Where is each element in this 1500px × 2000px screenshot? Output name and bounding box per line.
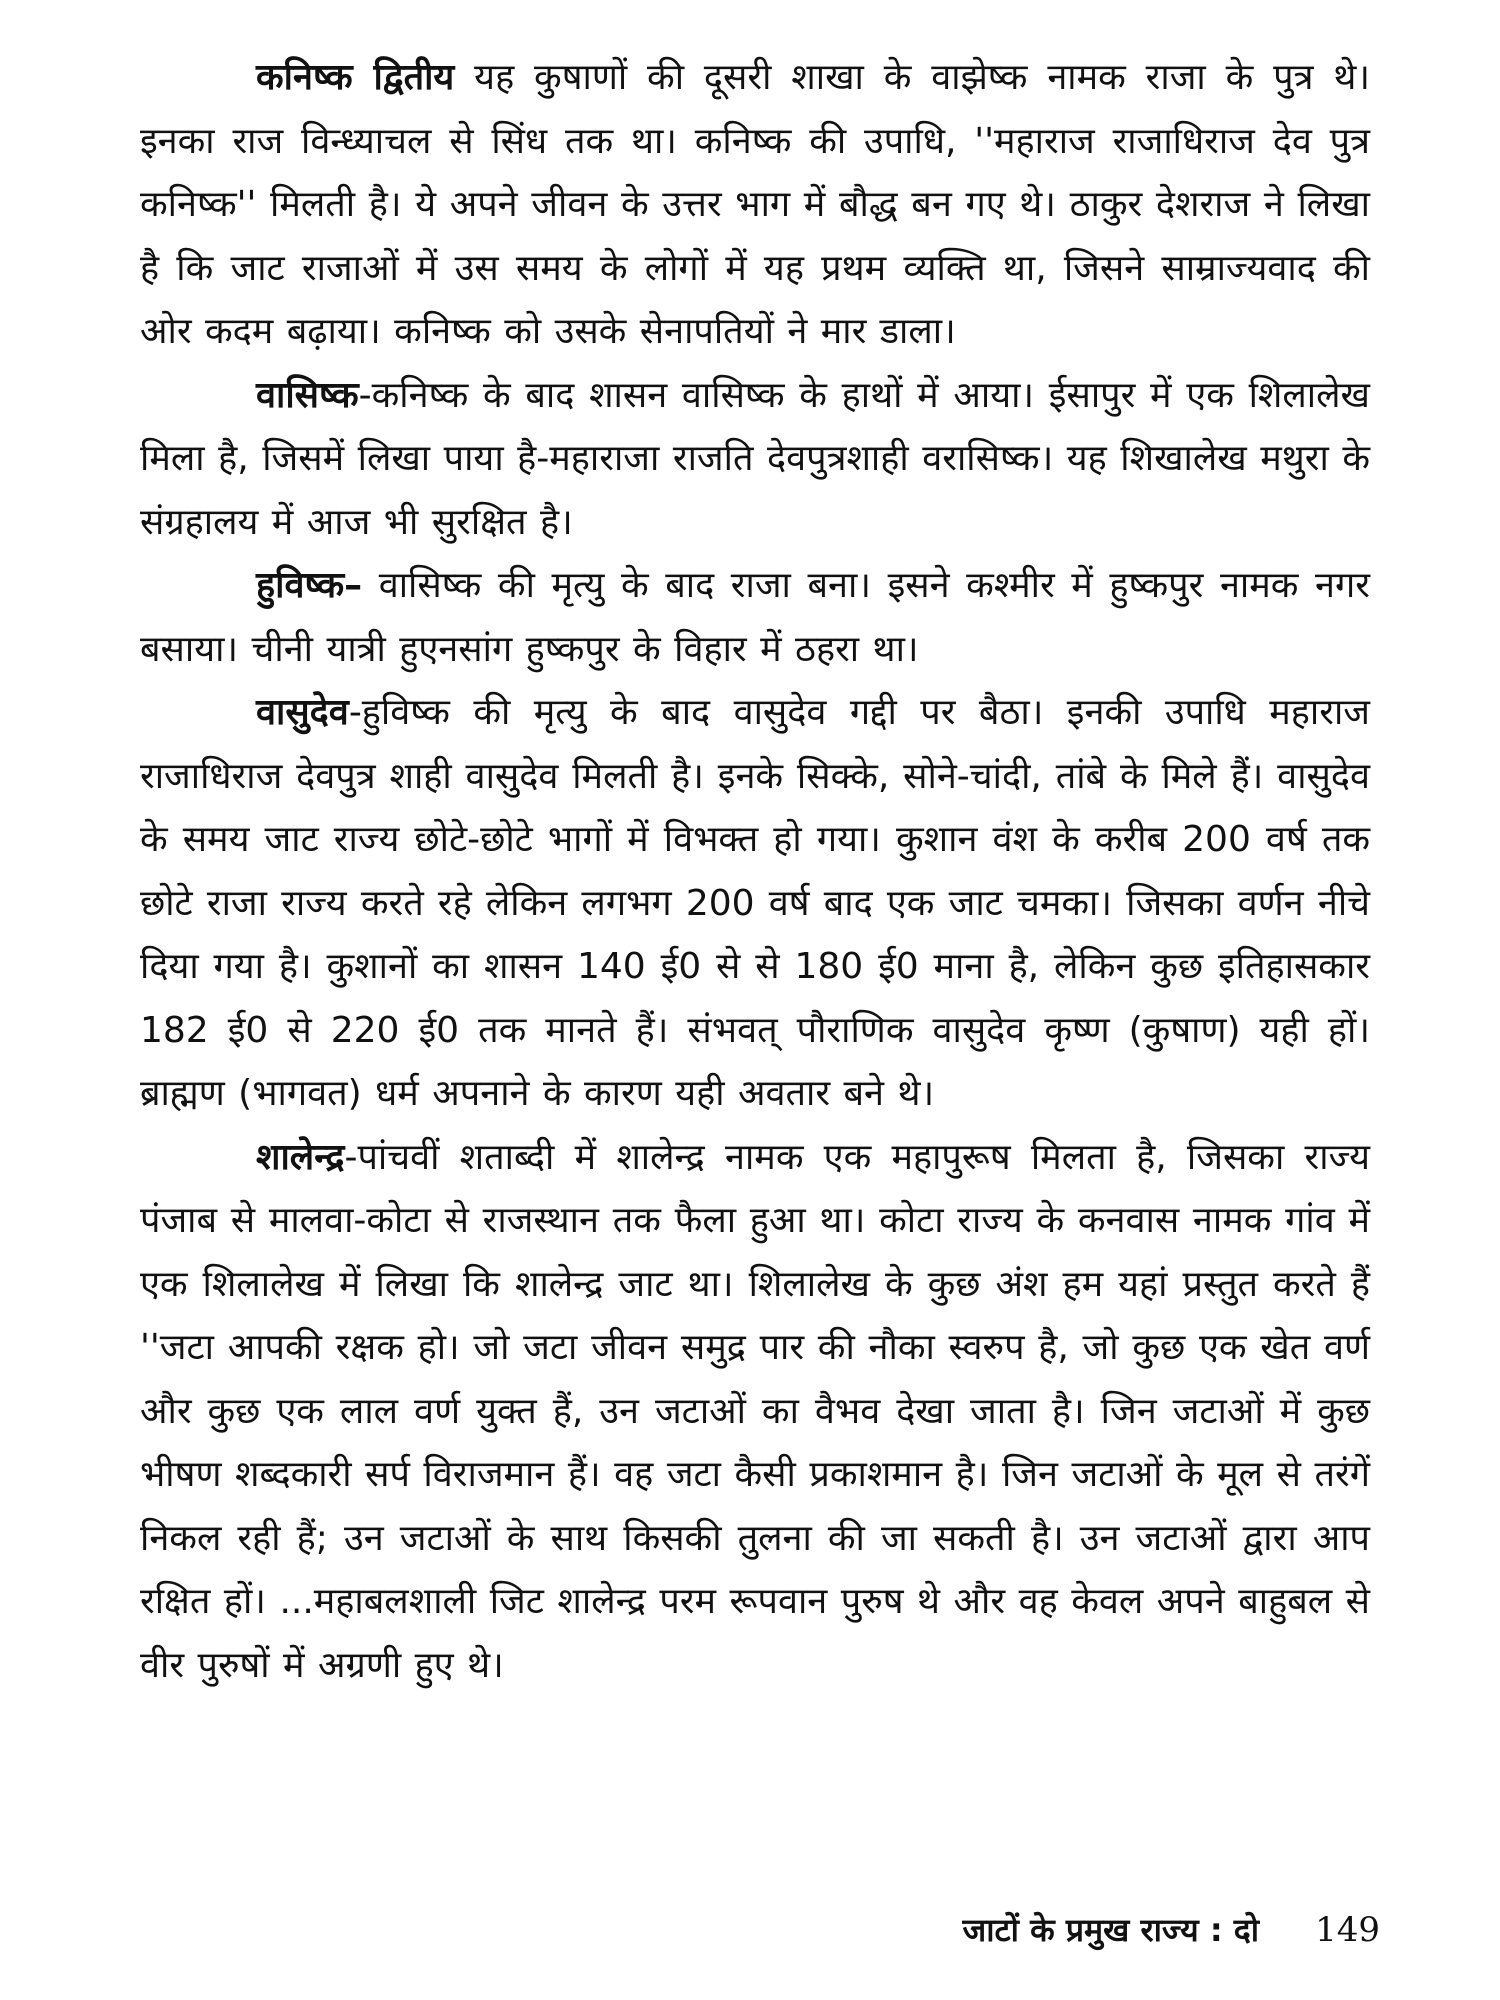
page-footer <box>963 1906 1380 1954</box>
paragraph-heading: वासुदेव <box>256 692 349 733</box>
paragraph-vasishka <box>140 364 1370 555</box>
paragraph-text: यह कुषाणों की दूसरी शाखा के वाझेष्क नामक राजा के पुत्र थे। इनका राज विन्ध्याचल से सिंध तक था। कनिष्क की उपाधि, ''महाराज राजाधिराज देव पुत्र कनिष्क'' मिलती है। ये अपने जीवन के उत्तर भाग में बौद्ध बन गए थे। ठाकुर देशराज ने लिखा है कि जाट राजाओं में उस समय के लोगों में यह प्रथम व्यक्ति था, जिसने साम्राज्यवाद की ओर कदम बढ़ाया। कनिष्क को उसके सेनापतियों ने मार डाला। <box>140 57 1370 352</box>
paragraph-text: -कनिष्क के बाद शासन वासिष्क के हाथों में आया। ईसापुर में एक शिलालेख मिला है, जिसमें लिखा पाया है-महाराजा राजति देवपुत्रशाही वरासिष्क। यह शिखालेख मथुरा के संग्रहालय में आज भी सुरक्षित है। <box>140 374 1370 543</box>
paragraph-text: -हुविष्क की मृत्यु के बाद वासुदेव गद्दी पर बैठा। इनकी उपाधि महाराज राजाधिराज देवपुत्र शाही वासुदेव मिलती है। इनके सिक्के, सोने-चांदी, तांबे के मिले हैं। वासुदेव के समय जाट राज्य छोटे-छोटे भागों में विभक्त हो गया। कुशान वंश के करीब 200 वर्ष तक छोटे राजा राज्य करते रहे लेकिन लगभग 200 वर्ष बाद एक जाट चमका। जिसका वर्णन नीचे दिया गया है। कुशानों का शासन 140 ई0 से से 180 ई0 माना है, लेकिन कुछ इतिहासकार 182 ई0 से 220 ई0 तक मानते हैं। संभवत् पौराणिक वासुदेव कृष्ण (कुषाण) यही हों। ब्राह्मण (भागवत) धर्म अपनाने के कारण यही अवतार बने थे। <box>140 692 1370 1114</box>
paragraph-vasudeva <box>140 681 1370 1126</box>
paragraph-huvishka <box>140 554 1370 681</box>
paragraph-text: वासिष्क की मृत्यु के बाद राजा बना। इसने कश्मीर में हुष्कपुर नामक नगर बसाया। चीनी यात्री हुएनसांग हुष्कपुर के विहार में ठहरा था। <box>140 565 1370 670</box>
page-body <box>140 46 1370 1697</box>
paragraph-heading: शालेन्द्र <box>256 1136 345 1178</box>
paragraph-heading: हुविष्क– <box>256 565 363 606</box>
page-number: 149 <box>1315 1910 1380 1950</box>
paragraph-heading: वासिष्क <box>256 374 359 416</box>
paragraph-shalendra <box>140 1126 1370 1698</box>
paragraph-kanishka-dwitiya <box>140 46 1370 364</box>
running-footer-title: जाटों के प्रमुख राज्य : दो <box>962 1911 1260 1949</box>
paragraph-text: -पांचवीं शताब्दी में शालेन्द्र नामक एक महापुरूष मिलता है, जिसका राज्य पंजाब से मालवा-कोटा से राजस्थान तक फैला हुआ था। कोटा राज्य के कनवास नामक गांव में एक शिलालेख में लिखा कि शालेन्द्र जाट था। शिलालेख के कुछ अंश हम यहां प्रस्तुत करते हैं ''जटा आपकी रक्षक हो। जो जटा जीवन समुद्र पार की नौका स्वरुप है, जो कुछ एक खेत वर्ण और कुछ एक लाल वर्ण युक्त हैं, उन जटाओं का वैभव देखा जाता है। जिन जटाओं में कुछ भीषण शब्दकारी सर्प विराजमान हैं। वह जटा कैसी प्रकाशमान है। जिन जटाओं के मूल से तरंगें निकल रही हैं; उन जटाओं के साथ किसकी तुलना की जा सकती है। उन जटाओं द्वारा आप रक्षित हों। ...महाबलशाली जिट शालेन्द्र परम रूपवान पुरुष थे और वह केवल अपने बाहुबल से वीर पुरुषों में अग्रणी हुए थे। <box>140 1136 1370 1686</box>
paragraph-heading: कनिष्क द्वितीय <box>256 57 455 98</box>
